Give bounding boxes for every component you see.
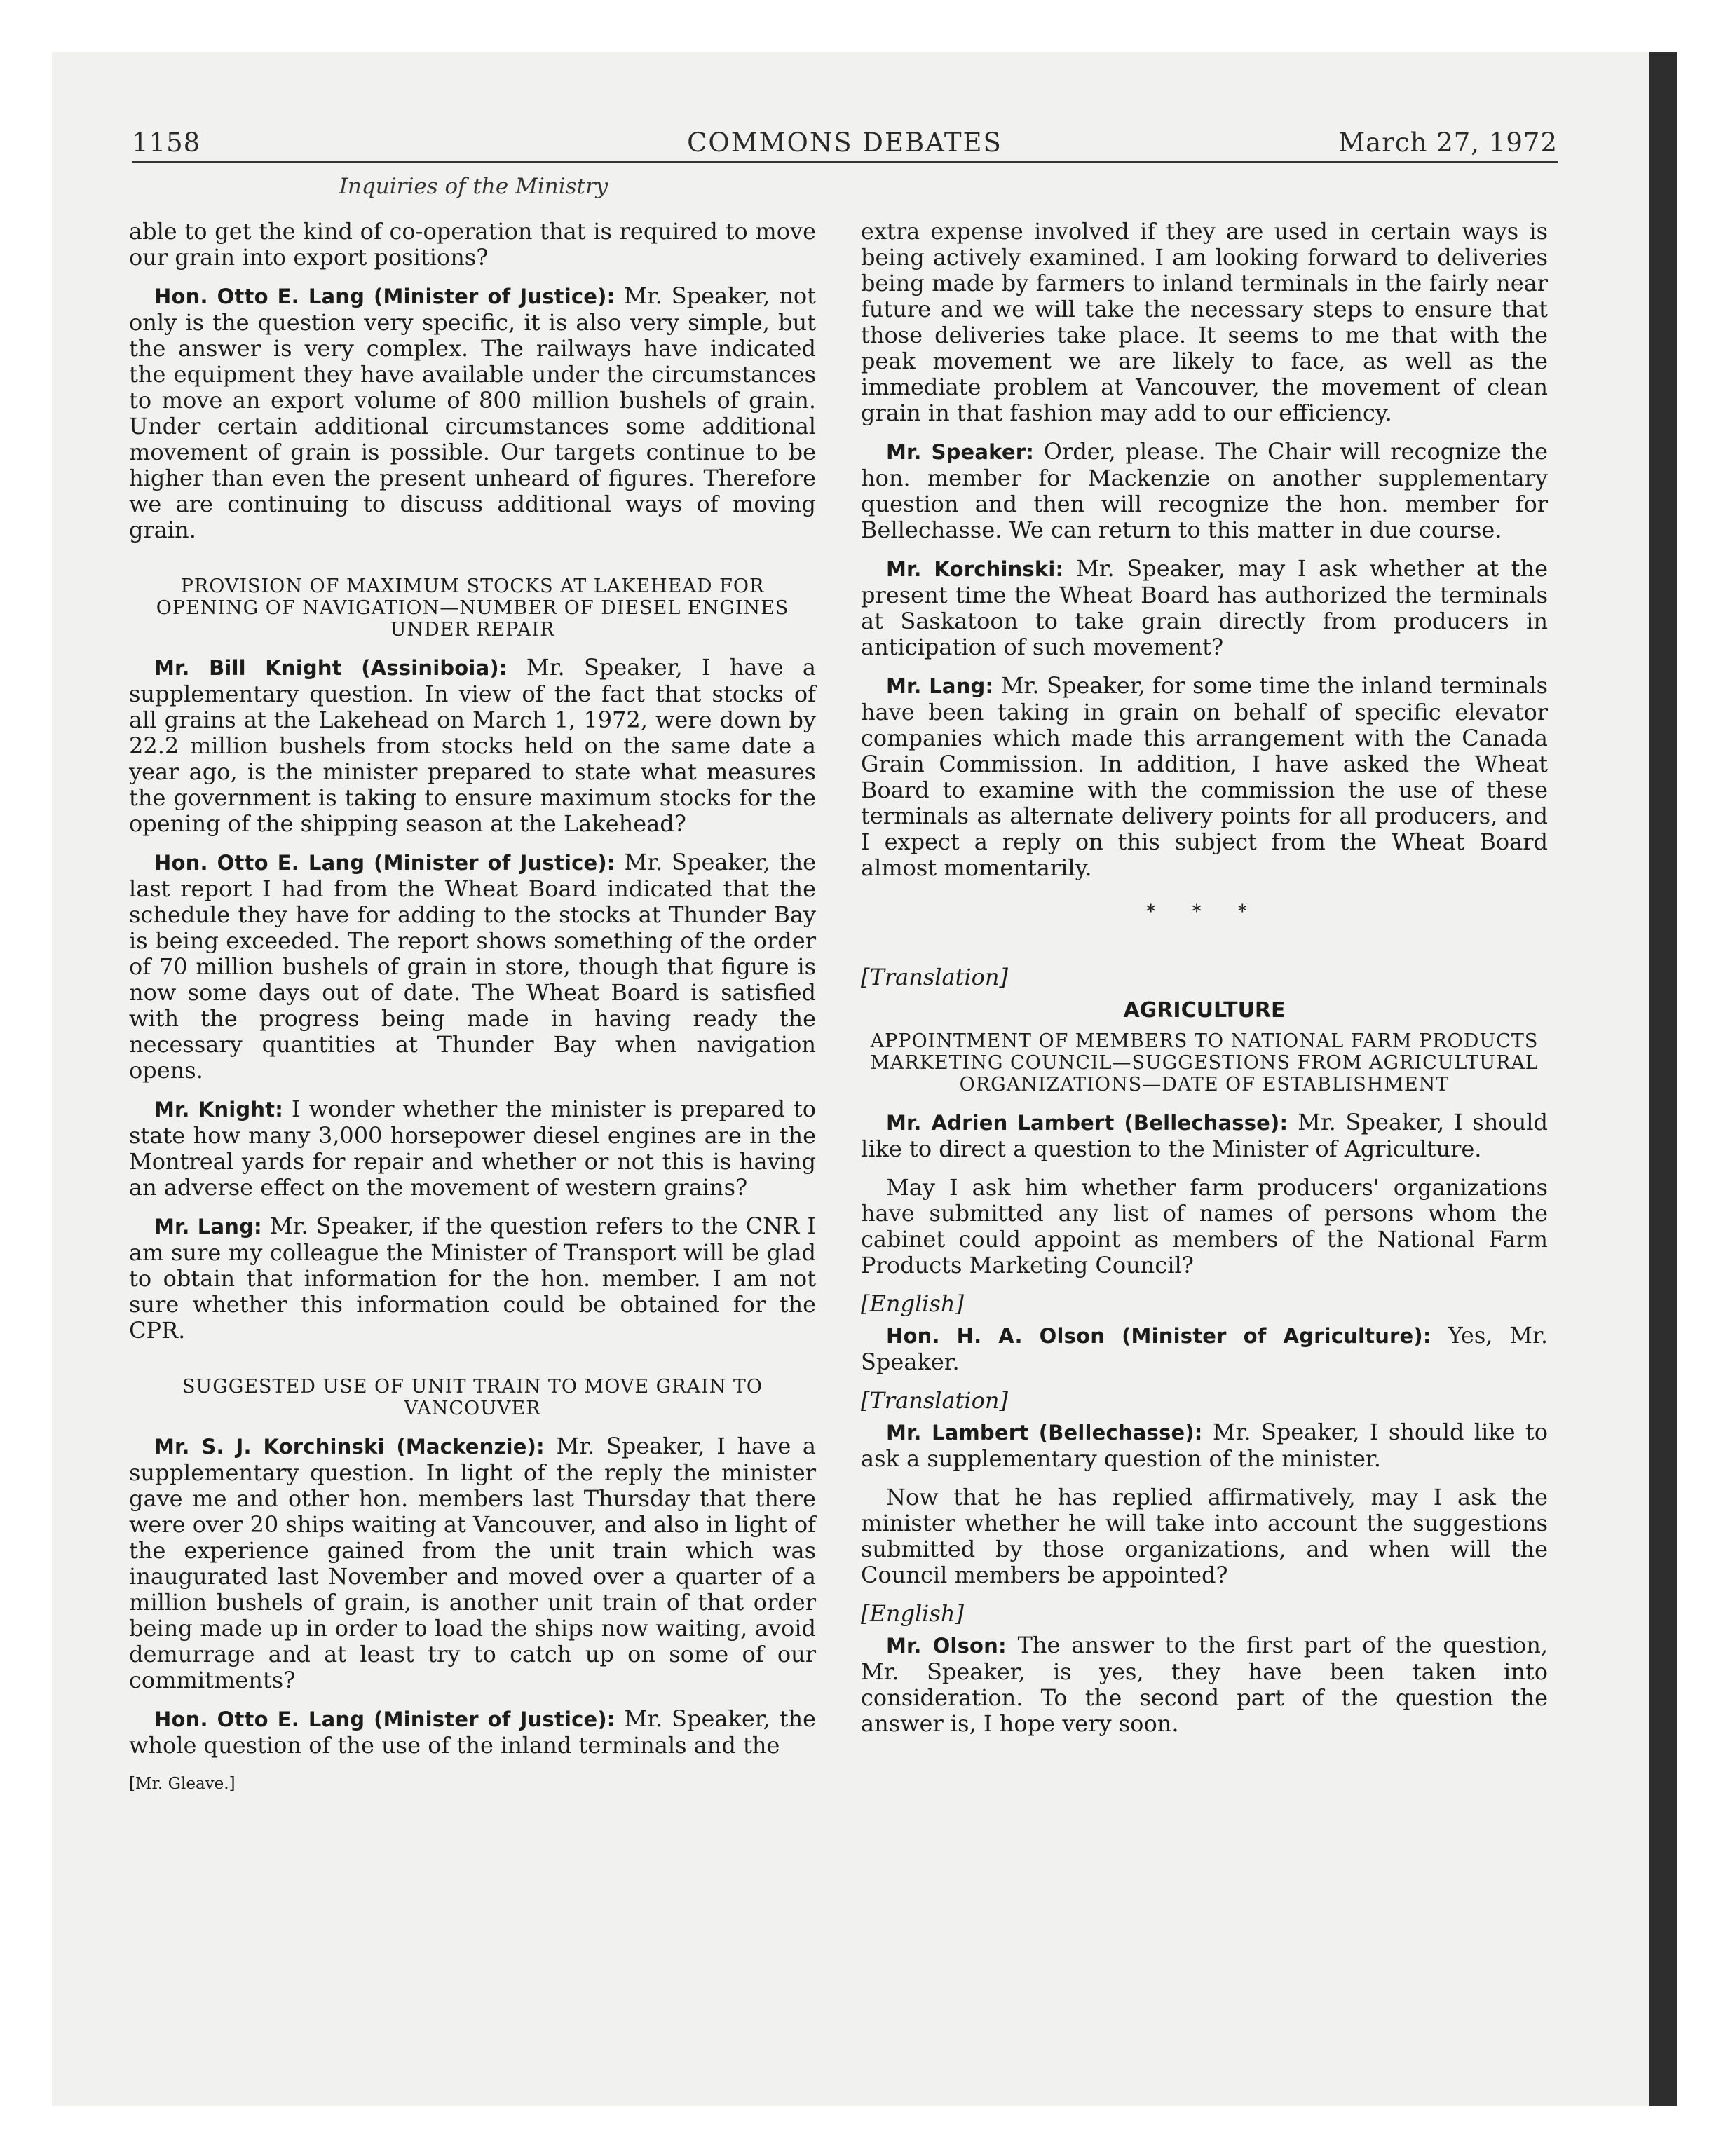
running-header bbox=[132, 128, 1558, 163]
paragraph bbox=[129, 1096, 816, 1201]
speaker-name: Mr. Lang: bbox=[886, 674, 994, 698]
paragraph bbox=[861, 1110, 1548, 1162]
subject-heading: APPOINTMENT OF MEMBERS TO NATIONAL FARM PRODUCTS MARKETING COUNCIL—SUGGESTIONS FROM AGRICULTURAL ORGANIZATIONS—DATE OF ESTABLISHMENT bbox=[870, 1030, 1539, 1096]
paragraph bbox=[129, 1706, 816, 1759]
publication-title: COMMONS DEBATES bbox=[687, 128, 1002, 158]
paragraph bbox=[129, 1433, 816, 1693]
speaker-name: Mr. Olson: bbox=[886, 1634, 1007, 1658]
paragraph bbox=[861, 556, 1548, 660]
speaker-name: Mr. Adrien Lambert (Bellechasse): bbox=[886, 1111, 1288, 1135]
scan-edge bbox=[1649, 52, 1677, 2106]
left-column bbox=[129, 219, 816, 1797]
speech-text: Mr. Speaker, I have a supplementary question. In light of the reply the minister gave me and other hon. members last Thursday that there were over 20 ships waiting at Vancouver, and also in light of the experience gained from the unit train which was inaugurated last November and moved over a quarter of a million bushels of grain, is another unit train of that order being made up in order to load the ships now waiting, avoid demurrage and at least try to catch up on some of our commitments? bbox=[129, 1433, 817, 1693]
speech-text: Mr. Speaker, I have a supplementary question. In view of the fact that stocks of all grains at the Lakehead on March 1, 1972, were down by 22.2 million bushels from stocks held on the same date a year ago, is the minister prepared to state what measures the government is taking to ensure maximum stocks for the opening of the shipping season at the Lakehead? bbox=[129, 654, 816, 837]
paragraph bbox=[129, 850, 816, 1084]
speech-text: Mr. Speaker, I should like to direct a question to the Minister of Agriculture. bbox=[861, 1109, 1548, 1162]
paragraph bbox=[861, 673, 1548, 881]
speech-text: Mr. Speaker, the last report I had from the Wheat Board indicated that the schedule they have for adding to the stocks at Thunder Bay is being exceeded. The report shows something of the order of 70 million bushels of grain in store, though that figure is now some days out of date. The Wheat Board is satisfied with the progress being made in having ready the necessary quantities at Thunder Bay when navigation opens. bbox=[129, 849, 817, 1084]
paragraph bbox=[129, 1213, 816, 1344]
paragraph: able to get the kind of co-operation that is required to move our grain into export positions? bbox=[129, 218, 816, 271]
page-footnote: [Mr. Gleave.] bbox=[129, 1775, 236, 1793]
section-heading: AGRICULTURE bbox=[1123, 998, 1286, 1023]
paragraph: May I ask him whether farm producers' organizations have submitted any list of names of persons whom the cabinet could appoint as members of the National Farm Products Marketing Council? bbox=[861, 1174, 1548, 1278]
speech-text: I wonder whether the minister is prepared to state how many 3,000 horsepower diesel engines are in the Montreal yards for repair and whether or not this is having an adverse effect on the movement of western grains? bbox=[129, 1096, 817, 1201]
speaker-name: Hon. H. A. Olson (Minister of Agriculture): bbox=[886, 1324, 1431, 1348]
speech-text: Mr. Speaker, may I ask whether at the present time the Wheat Board has authorized the terminals at Saskatoon to take grain directly from producers in anticipation of such movement? bbox=[861, 555, 1549, 660]
speaker-name: Mr. S. J. Korchinski (Mackenzie): bbox=[154, 1435, 545, 1459]
paragraph: extra expense involved if they are used in certain ways is being actively examined. I am looking forward to deliveries being made by farmers to inland terminals in the fairly near future and we will take the necessary steps to ensure that those deliveries take place. It seems to me that with the peak movement we are likely to face, as well as the immediate problem at Vancouver, the movement of clean grain in that fashion may add to our efficiency. bbox=[861, 218, 1548, 426]
speaker-name: Mr. Knight: bbox=[154, 1098, 284, 1121]
speaker-name: Hon. Otto E. Lang (Minister of Justice): bbox=[154, 285, 615, 308]
speaker-name: Mr. Speaker: bbox=[886, 440, 1035, 464]
speech-text: Mr. Speaker, for some time the inland terminals have been taking in grain on behalf of specific elevator companies which made this arrangement with the Canada Grain Commission. In addition, I have asked the Wheat Board to examine with the commission the use of these terminals as alternate delivery points for all producers, and I expect a reply on this subject from the Wheat Board almost momentarily. bbox=[861, 672, 1549, 881]
subject-heading: SUGGESTED USE OF UNIT TRAIN TO MOVE GRAIN TO VANCOUVER bbox=[182, 1376, 763, 1419]
speaker-name: Mr. Korchinski: bbox=[886, 557, 1064, 581]
section-separator: * * * bbox=[1146, 901, 1263, 922]
speaker-name: Hon. Otto E. Lang (Minister of Justice): bbox=[154, 851, 615, 875]
issue-date: March 27, 1972 bbox=[1338, 128, 1558, 158]
paragraph bbox=[861, 1419, 1548, 1472]
subject-heading: PROVISION OF MAXIMUM STOCKS AT LAKEHEAD FOR OPENING OF NAVIGATION—NUMBER OF DIESEL ENGINES UNDER REPAIR bbox=[156, 575, 789, 641]
speech-text: Mr. Speaker, the whole question of the use of the inland terminals and the bbox=[129, 1705, 817, 1759]
page-number: 1158 bbox=[132, 128, 201, 158]
speaker-name: Mr. Bill Knight (Assiniboia): bbox=[154, 656, 508, 680]
paragraph bbox=[861, 439, 1548, 543]
speaker-name: Hon. Otto E. Lang (Minister of Justice): bbox=[154, 1707, 615, 1731]
section-title: Inquiries of the Ministry bbox=[339, 174, 608, 199]
speaker-name: Mr. Lang: bbox=[154, 1215, 262, 1239]
paragraph bbox=[861, 1323, 1548, 1375]
language-marker: [English] bbox=[861, 1600, 964, 1627]
right-column bbox=[861, 219, 1548, 1749]
paragraph bbox=[861, 1632, 1548, 1737]
paragraph bbox=[129, 283, 816, 543]
paragraph: Now that he has replied affirmatively, may I ask the minister whether he will take into account the suggestions submitted by those organizations, and when will the Council members be appointed? bbox=[861, 1484, 1548, 1588]
translation-marker: [Translation] bbox=[861, 1387, 1008, 1414]
speech-text: Yes, Mr. Speaker. bbox=[861, 1322, 1548, 1375]
paragraph bbox=[129, 655, 816, 837]
speech-text: Mr. Speaker, not only is the question very specific, it is also very simple, but the answer is very complex. The railways have indicated the equipment they have available under the circumstances to move an export volume of 800 million bushels of grain. Under certain additional circumstances some additional movement of grain is possible. Our targets continue to be higher than even the present unheard of figures. Therefore we are continuing to discuss additional ways of moving grain. bbox=[129, 282, 817, 543]
speech-text: Mr. Speaker, I should like to ask a supplementary question of the minister. bbox=[861, 1419, 1548, 1472]
language-marker: [English] bbox=[861, 1290, 964, 1317]
speech-text: Mr. Speaker, if the question refers to the CNR I am sure my colleague the Minister of Transport will be glad to obtain that information for the hon. member. I am not sure whether this information could be obtained for the CPR. bbox=[129, 1213, 816, 1344]
speaker-name: Mr. Lambert (Bellechasse): bbox=[886, 1421, 1203, 1445]
speech-text: Order, please. The Chair will recognize the hon. member for Mackenzie on another supplementary question and then will recognize the hon. member for Bellechasse. We can return to this matter in due course. bbox=[861, 438, 1549, 543]
speech-text: The answer to the first part of the question, Mr. Speaker, is yes, they have been taken into consideration. To the second part of the question the answer is, I hope very soon. bbox=[861, 1632, 1548, 1737]
translation-marker: [Translation] bbox=[861, 964, 1008, 990]
